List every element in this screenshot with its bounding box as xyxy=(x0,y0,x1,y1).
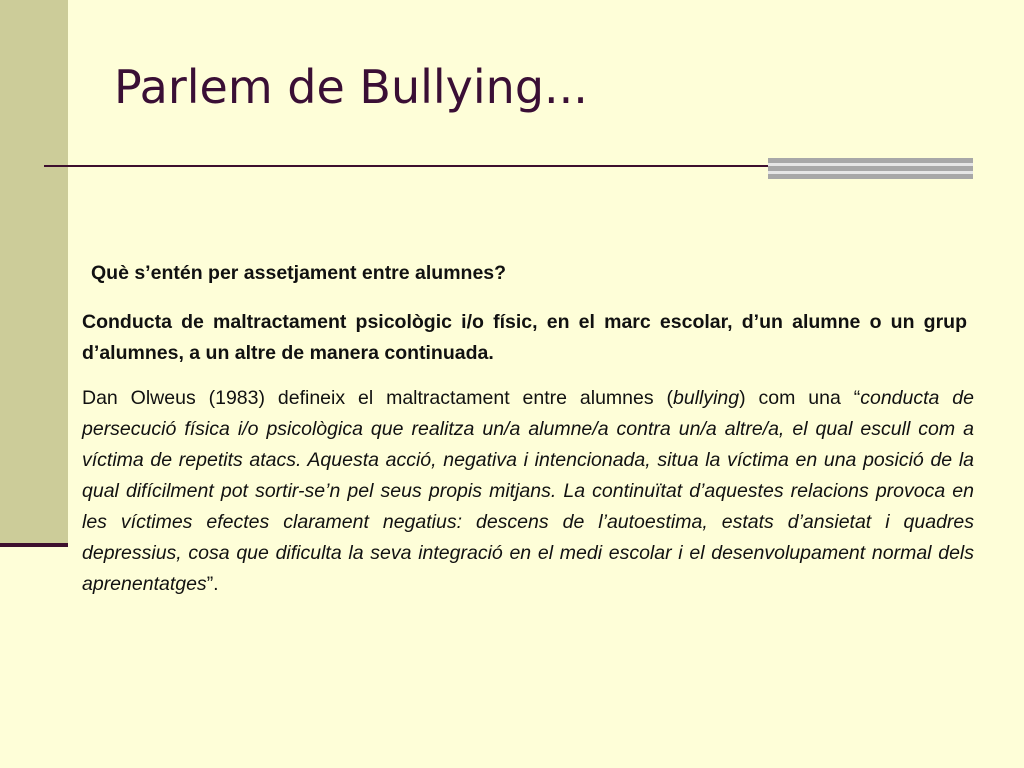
definition-paragraph: Conducta de maltractament psicològic i/o físic, en el marc escolar, d’un alumne o un grup d’alumnes, a un altre de manera continuada. xyxy=(82,311,967,364)
title-accent-stripes xyxy=(768,158,973,179)
quote-intro-after: ) com una “ xyxy=(739,387,861,409)
quote-closing: ”. xyxy=(206,573,219,595)
bullying-term: bullying xyxy=(673,387,740,409)
quote-intro-before: Dan Olweus (1983) defineix el maltractament entre alumnes ( xyxy=(82,387,673,409)
quote-body: conducta de persecució física i/o psicològica que realitza un/a alumne/a contra un/a altre/a, el qual escull com a víctima de repetits atacs. Aquesta acció, negativa i intencionada, situa la víctima en una posició de la qual difícilment pot sortir-se’n pel seus propis mitjans. La continuïtat d’aquestes relacions provoca en les víctimes efectes clarament negatius: descens de l’autoestima, estats d’ansietat i quadres depressius, cosa que dificulta la seva integració en el medi escolar i el desenvolupament normal dels aprenentatges xyxy=(82,387,974,595)
olweus-quote-paragraph xyxy=(82,383,974,600)
slide-title: Parlem de Bullying... xyxy=(114,60,588,114)
question-heading: Què s’entén per assetjament entre alumnes? xyxy=(91,262,507,284)
left-decorative-bar xyxy=(0,0,68,547)
left-bar-divider xyxy=(0,543,68,547)
title-underline xyxy=(44,165,769,167)
slide-content xyxy=(82,258,974,600)
